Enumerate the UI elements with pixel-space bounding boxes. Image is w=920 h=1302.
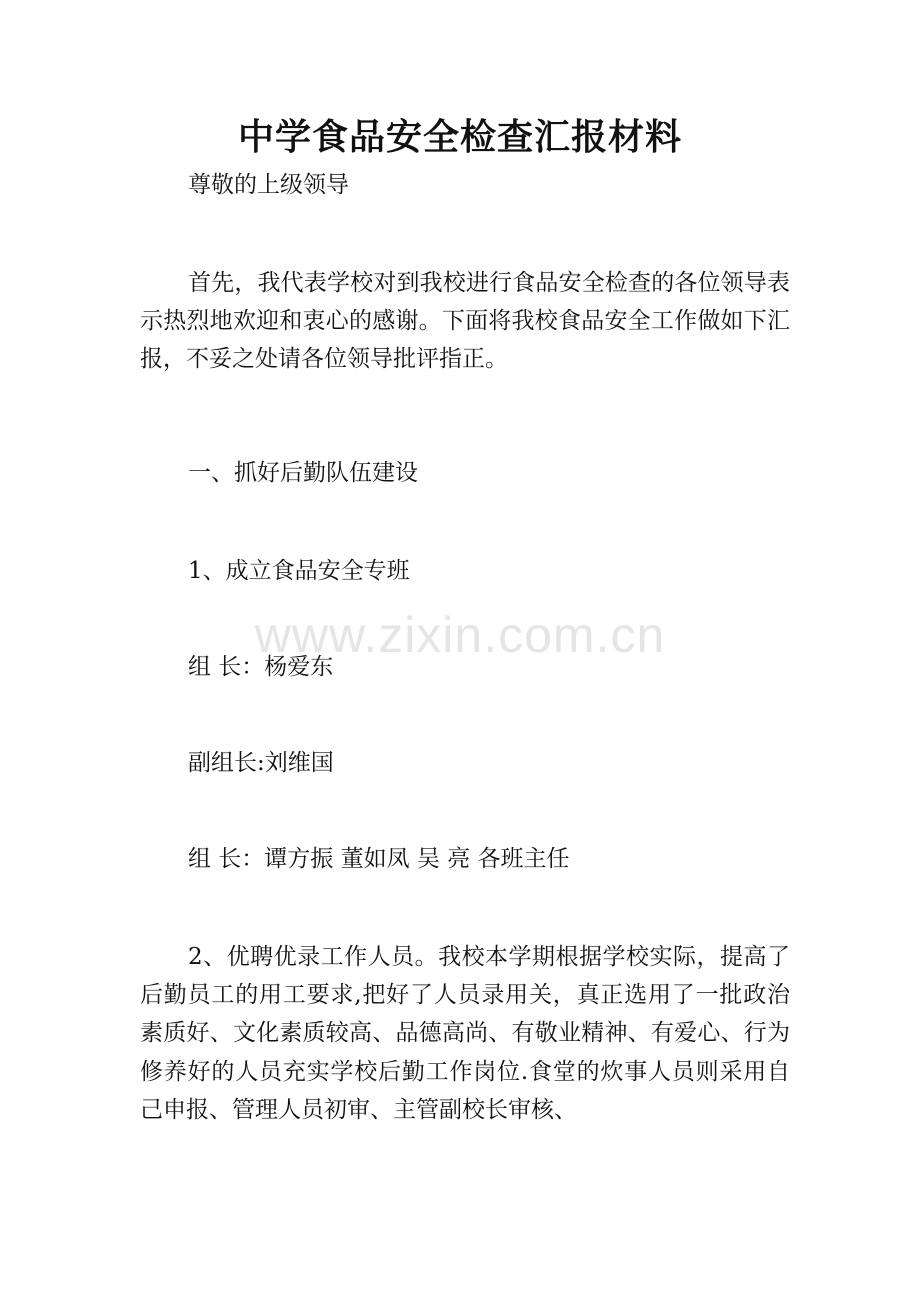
leader-line: 组 长：杨爱东 [188, 654, 334, 680]
members-line: 组 长：谭方振 董如凤 吴 亮 各班主任 [188, 846, 570, 872]
watermark: www.zixin.com.cn [254, 607, 666, 663]
intro-paragraph: 首先，我代表学校对到我校进行食品安全检查的各位领导表示热烈地欢迎和衷心的感谢。下面将我校食品安全工作做如下汇报，不妥之处请各位领导批评指正。 [140, 270, 790, 373]
item-heading: 1、成立食品安全专班 [188, 558, 410, 584]
section-heading: 一、抓好后勤队伍建设 [188, 460, 418, 486]
document-title: 中学食品安全检查汇报材料 [237, 116, 682, 158]
deputy-leader-line: 副组长:刘维国 [188, 750, 334, 776]
body-paragraph: 2、优聘优录工作人员。我校本学期根据学校实际，提高了后勤员工的用工要求,把好了人员录用关，真正选用了一批政治素质好、文化素质较高、品德高尚、有敬业精神、有爱心、行为修养好的人员充实学校后勤工作岗位.食堂的炊事人员则采用自己申报、管理人员初审、主管副校长审核、 [140, 944, 790, 1123]
salutation: 尊敬的上级领导 [188, 172, 349, 198]
